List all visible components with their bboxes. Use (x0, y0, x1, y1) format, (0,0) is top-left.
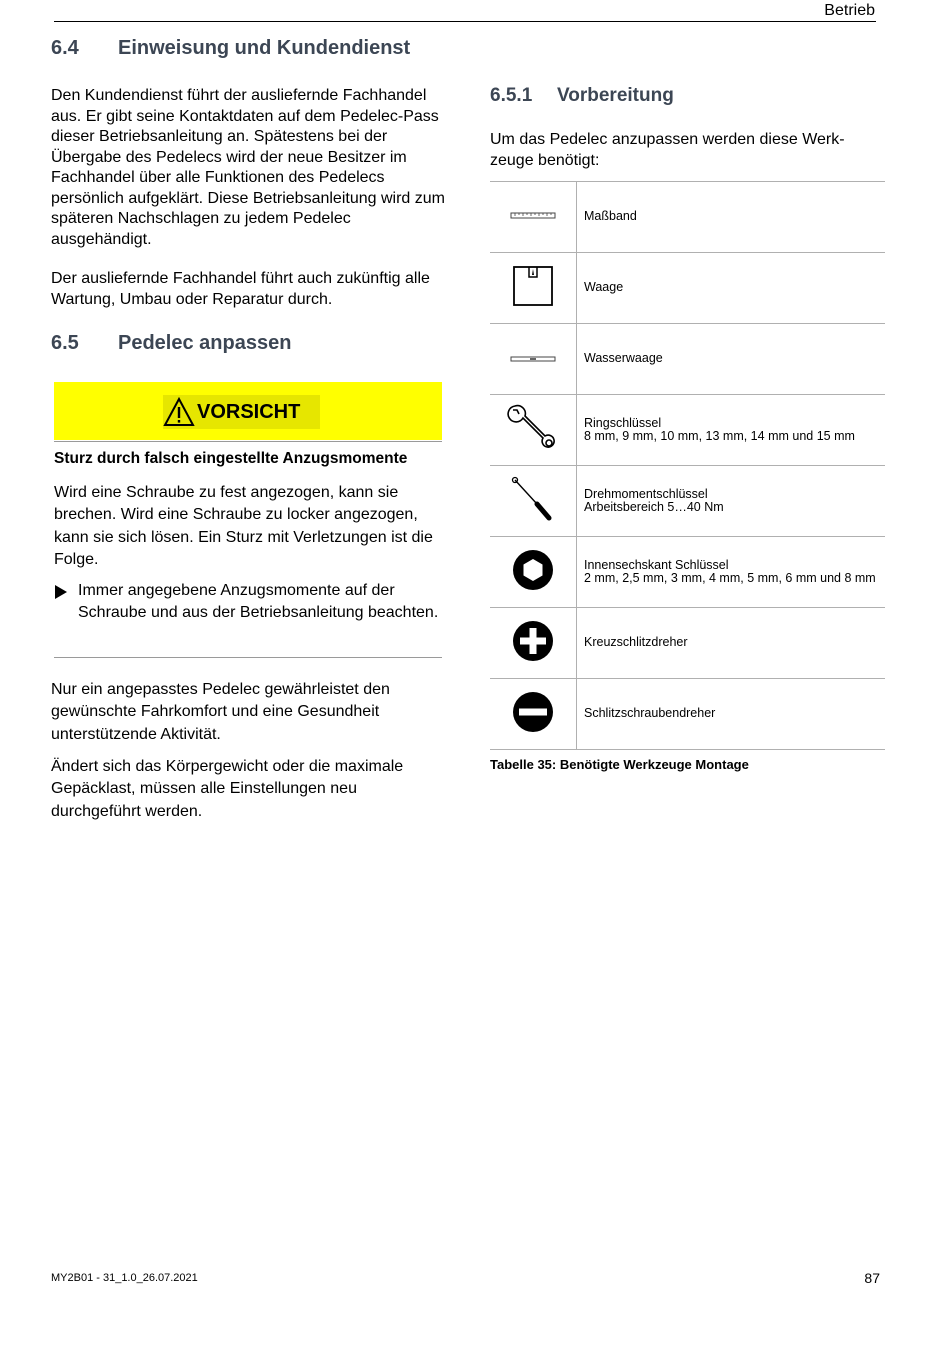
tool-label: Wasserwaage (577, 324, 886, 395)
table-row (490, 608, 885, 679)
section-heading-6-5-1 (490, 85, 790, 109)
header-rule (54, 21, 876, 22)
tool-label: Ringschlüssel 8 mm, 9 mm, 10 mm, 13 mm, 14 mm und 15 mm (577, 395, 886, 466)
bullet-arrow-icon (55, 585, 67, 599)
tool-label: Drehmomentschlüssel Arbeitsbereich 5…40 Nm (577, 466, 886, 537)
warning-bottom-rule (54, 657, 442, 658)
table-row (490, 395, 885, 466)
warning-triangle-icon (163, 397, 195, 427)
tool-label: Kreuzschlitzdreher (577, 608, 886, 679)
tool-label: Waage (577, 253, 886, 324)
tool-label: Innensechskant Schlüssel 2 mm, 2,5 mm, 3 mm, 4 mm, 5 mm, 6 mm und 8 mm (577, 537, 886, 608)
scale-icon (513, 266, 553, 306)
paragraph-kundendienst: Den Kundendienst führt der ausliefernde Fachhandel aus. Er gibt seine Kontaktdaten auf dem Pedelec-Pass dieser Betriebsanleitung an. Spätestens bei der Übergabe des Pedelecs wird der neue Besitzer im Fachhandel über alle Funktionen des Pedelecs persönlich aufgeklärt. Diese Betriebsanleitung wird zum späteren Nachschlagen zu jedem Pedelec ausgehändigt. (51, 87, 445, 248)
paragraph-angepasst: Nur ein angepasstes Pedelec gewährleistet den gewünschte Fahrkomfort und eine Gesundheit unterstützende Aktivität. (51, 681, 390, 743)
warning-action: Immer angegebene Anzugsmomente auf der Schraube und aus der Betriebsanleitung beachten. (78, 582, 439, 622)
section-number: 6.5.1 (490, 85, 533, 106)
ring-spanner-icon (507, 402, 559, 454)
slotted-screwdriver-icon (512, 691, 554, 733)
hex-key-icon (512, 549, 554, 591)
spirit-level-icon (510, 355, 556, 363)
phillips-screwdriver-icon (512, 620, 554, 662)
table-row (490, 537, 885, 608)
section-number: 6.5 (51, 332, 79, 354)
table-row (490, 253, 885, 324)
section-number: 6.4 (51, 37, 79, 59)
tools-table (490, 181, 885, 750)
tape-measure-icon (510, 211, 556, 221)
section-title: Einweisung und Kundendienst (118, 37, 411, 59)
tool-label: Schlitzschraubendreher (577, 679, 886, 750)
page-number: 87 (864, 1270, 880, 1286)
warning-label: VORSICHT (163, 395, 320, 429)
table-row (490, 324, 885, 395)
section-heading-6-4 (51, 37, 471, 63)
running-header: Betrieb (824, 2, 875, 19)
table-row (490, 466, 885, 537)
warning-heading: Sturz durch falsch eingestellte Anzugsmomente (54, 450, 408, 467)
table-row (490, 182, 885, 253)
table-caption: Tabelle 35: Benötigte Werkzeuge Montage (490, 757, 749, 772)
section-title: Pedelec anpassen (118, 332, 292, 354)
paragraph-fachhandel: Der ausliefernde Fachhandel führt auch zukünftig alle Wartung, Umbau oder Reparatur durch. (51, 270, 430, 308)
section-title: Vorbereitung (557, 85, 674, 106)
footer-docid: MY2B01 - 31_1.0_26.07.2021 (51, 1272, 198, 1284)
tool-label: Maßband (577, 182, 886, 253)
section-heading-6-5 (51, 332, 451, 358)
warning-text: Wird eine Schraube zu fest angezogen, kann sie brechen. Wird eine Schraube zu locker angezogen, kann sie sich lösen. Ein Sturz mit Verletzungen ist die Folge. (54, 484, 433, 568)
table-row (490, 679, 885, 750)
intro-text: Um das Pedelec anzupassen werden diese Werk- zeuge benötigt: (490, 131, 845, 169)
torque-wrench-icon (511, 476, 555, 522)
warning-divider (54, 441, 442, 442)
paragraph-koerpergewicht: Ändert sich das Körpergewicht oder die maximale Gepäcklast, müssen alle Einstellungen neu durchgeführt werden. (51, 758, 404, 820)
